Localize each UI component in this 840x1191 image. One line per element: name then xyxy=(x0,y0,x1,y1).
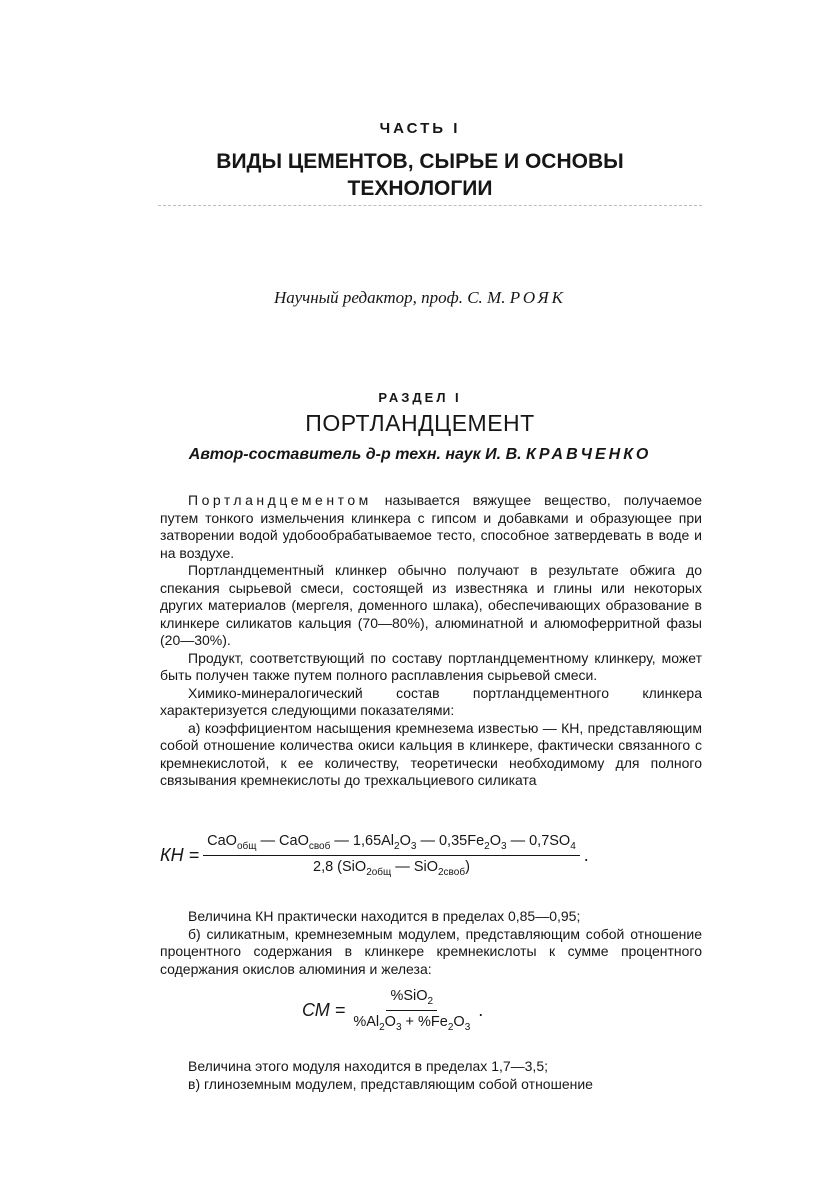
definition-text: называется вяжущее вещество, получаемое путем тонкого измельчения клинкера с гипсом и добавками и образующее при затворении водой удобообрабатываемое тесто, способное затвердевать в воде и на воздухе. xyxy=(160,492,702,561)
editor-role: Научный редактор, проф. С. М. xyxy=(274,288,506,307)
paragraph-definition xyxy=(160,492,702,562)
paragraph-kh-range: Величина КН практически находится в пределах 0,85—0,95; xyxy=(188,908,581,924)
section-title: ПОРТЛАНДЦЕМЕНТ xyxy=(305,410,535,436)
paragraph-composition: Химико-минералогический состав портландцементного клинкера характеризуется следующими показателями: xyxy=(160,684,702,718)
paragraph-cm-definition: б) силикатным, кремнеземным модулем, представляющим собой отношение процентного содержания в клинкере кремнекислоты к сумме процентного содержания окислов алюминия и железа: xyxy=(160,925,702,977)
formula-kh-numerator: CaO$_{общ}$ — CaO$_{своб}$ — $1,65Al_2O_3$ — $0,35Fe_2O_3$ — $0,7SO_4$ xyxy=(203,833,580,856)
formula-cm-lhs: СМ = xyxy=(302,999,346,1020)
paragraph-cm-range: Величина этого модуля находится в пределах 1,7—3,5; xyxy=(188,1058,549,1074)
formula-cm-numerator: %SiO$_2$ xyxy=(386,988,437,1011)
part-title xyxy=(0,148,840,202)
formula-kh-end: . xyxy=(583,844,589,865)
body-block-2 xyxy=(160,908,702,978)
part-label: ЧАСТЬ I xyxy=(379,120,461,137)
section-label: РАЗДЕЛ I xyxy=(378,390,462,405)
author-name: КРАВЧЕНКО xyxy=(526,446,652,463)
formula-cm-fraction xyxy=(349,988,474,1033)
part-title-line-2: ТЕХНОЛОГИИ xyxy=(347,177,493,200)
formula-kh xyxy=(0,833,840,878)
scientific-editor xyxy=(0,288,840,308)
editor-name: РОЯК xyxy=(509,288,566,307)
formula-cm xyxy=(0,988,840,1033)
formula-kh-fraction xyxy=(203,833,580,878)
formula-kh-denominator: 2,8 (SiO$_{2общ}$ — SiO$_{2своб}$) xyxy=(313,858,470,878)
paragraph-clinker: Портландцементный клинкер обычно получают в результате обжига до спекания сырьевой смеси, состоящей из известняка и глины или некоторых других материалов (мергеля, доменного шлака), обеспечивающих образование в клинкере силикатов кальция (70—80%), алюминатной и алюмоферритной фазы (20—30%). xyxy=(160,562,702,648)
body-block-1 xyxy=(160,492,702,790)
section-author xyxy=(0,446,840,464)
paragraph-kh-definition: а) коэффициентом насыщения кремнезема известью — КН, представляющим собой отношение количества окиси кальция в клинкере, фактически связанного с кремнекислотой, к ее количеству, теоретически необходимому для полного связывания кремнекислоты до трехкальциевого силиката xyxy=(160,719,702,788)
formula-kh-lhs: КН = xyxy=(160,844,200,865)
part-title-line-1: ВИДЫ ЦЕМЕНТОВ, СЫРЬЕ И ОСНОВЫ xyxy=(216,150,624,173)
paragraph-alumina-modulus: в) глиноземным модулем, представляющим собой отношение xyxy=(188,1075,593,1092)
formula-cm-denominator: $\%Al_2O_3 + \%Fe_2O_3$ xyxy=(353,1013,471,1033)
paragraph-melting: Продукт, соответствующий по составу портландцементному клинкеру, может быть получен также путем полного расплавления сырьевой смеси. xyxy=(160,649,702,683)
title-rule xyxy=(158,205,702,206)
author-role: Автор-составитель д-р техн. наук И. В. xyxy=(188,446,522,463)
term-portlandcement: Портландцементом xyxy=(188,492,372,508)
body-block-3 xyxy=(160,1058,702,1093)
formula-cm-end: . xyxy=(478,999,484,1020)
